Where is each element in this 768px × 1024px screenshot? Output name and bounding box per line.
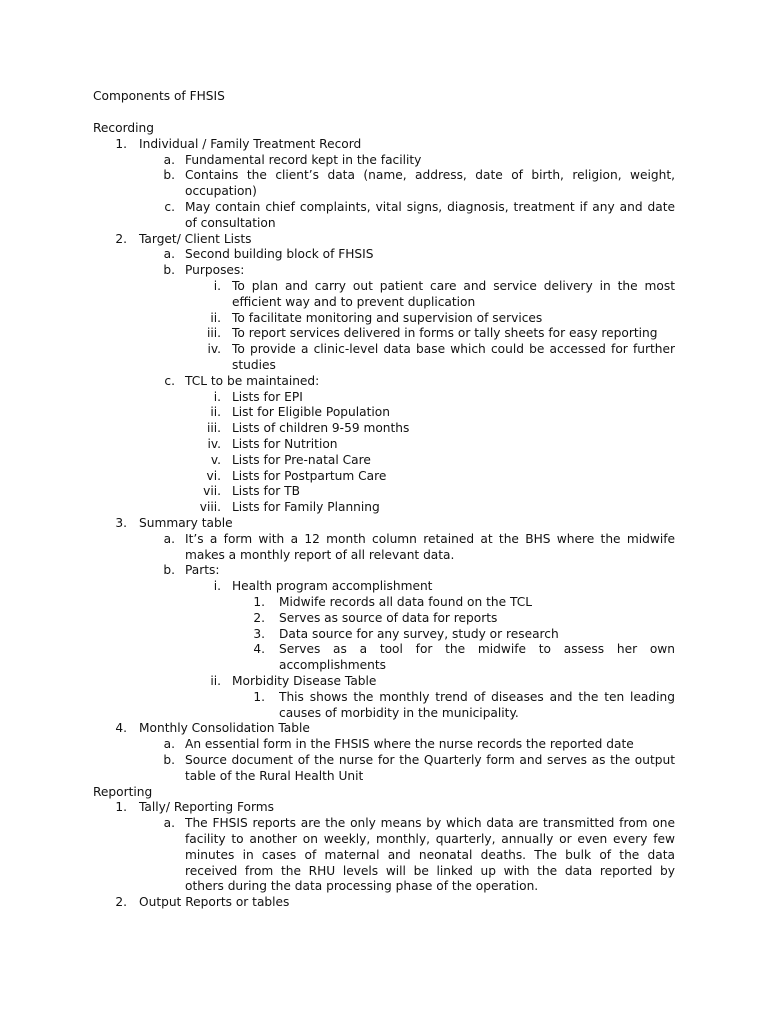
sub-item-marker: c. bbox=[164, 373, 175, 388]
sub-item-text: Purposes: bbox=[185, 263, 245, 278]
sub-item-text: table of the Rural Health Unit bbox=[185, 768, 364, 783]
list-item-title: Summary table bbox=[139, 516, 233, 530]
numbered-subitem-marker: 1. bbox=[253, 595, 265, 609]
sub-item-marker: a. bbox=[163, 531, 175, 546]
roman-item-text: efficient way and to prevent duplication bbox=[232, 294, 476, 309]
sub-item-marker: b. bbox=[163, 263, 175, 278]
roman-item-marker: v. bbox=[210, 452, 221, 467]
roman-item-text: Lists for EPI bbox=[232, 389, 303, 404]
list-item-title: Output Reports or tables bbox=[139, 895, 290, 910]
list-item-number: 1. bbox=[115, 800, 127, 815]
numbered-subitem-text: Data source for any survey, study or research bbox=[279, 626, 559, 641]
roman-item-text: List for Eligible Population bbox=[232, 405, 390, 420]
sub-item-text: It’s a form with a 12 month column retained at the BHS where the midwife bbox=[185, 531, 675, 546]
roman-item-text: Lists of children 9-59 months bbox=[232, 421, 410, 436]
roman-item-text: Lists for Nutrition bbox=[232, 437, 338, 451]
roman-item-text: Health program accomplishment bbox=[232, 579, 433, 594]
numbered-subitem-marker: 3. bbox=[253, 626, 265, 641]
sub-item-text: TCL to be maintained: bbox=[185, 373, 320, 388]
sub-item-text: May contain chief complaints, vital signs, diagnosis, treatment if any and date bbox=[185, 200, 675, 214]
list-item-title: Individual / Family Treatment Record bbox=[139, 136, 362, 151]
sub-item-marker: a. bbox=[163, 152, 175, 167]
roman-item-marker: i. bbox=[213, 279, 221, 293]
roman-item-marker: i. bbox=[213, 389, 221, 404]
reporting-heading: Reporting bbox=[93, 784, 153, 799]
numbered-subitem-text: Serves as source of data for reports bbox=[279, 610, 498, 625]
sub-item-text: Source document of the nurse for the Quarterly form and serves as the output bbox=[185, 753, 675, 767]
roman-item-text: To report services delivered in forms or tally sheets for easy reporting bbox=[232, 326, 658, 341]
roman-item-text: Lists for Pre-natal Care bbox=[232, 452, 371, 467]
sub-item-text: Second building block of FHSIS bbox=[185, 247, 374, 262]
sub-item-marker: b. bbox=[163, 563, 175, 578]
sub-item-marker: b. bbox=[163, 753, 175, 767]
sub-item-text: Fundamental record kept in the facility bbox=[185, 152, 422, 167]
numbered-subitem-marker: 1. bbox=[253, 689, 265, 704]
roman-item-marker: iv. bbox=[207, 342, 221, 357]
roman-item-marker: iii. bbox=[206, 421, 221, 436]
roman-item-text: To provide a clinic-level data base which could be accessed for further bbox=[232, 342, 675, 357]
numbered-subitem-marker: 4. bbox=[253, 642, 265, 657]
list-item-number: 2. bbox=[115, 231, 127, 246]
list-item-title: Target/ Client Lists bbox=[139, 231, 252, 246]
sub-item-text: others during the data processing phase of the operation. bbox=[185, 879, 539, 894]
sub-item-marker: a. bbox=[163, 816, 175, 831]
sub-item-text: facility to another on weekly, monthly, quarterly, annually or even every few bbox=[185, 832, 675, 846]
numbered-subitem-marker: 2. bbox=[253, 610, 265, 625]
roman-item-marker: viii. bbox=[199, 500, 221, 515]
roman-item-text: To plan and carry out patient care and service delivery in the most bbox=[232, 279, 675, 293]
list-item-number: 2. bbox=[115, 895, 127, 910]
list-item-title: Tally/ Reporting Forms bbox=[139, 800, 275, 815]
roman-item-marker: vi. bbox=[206, 468, 221, 483]
sub-item-text: Contains the client’s data (name, address, date of birth, religion, weight, bbox=[185, 168, 675, 183]
recording-heading: Recording bbox=[93, 121, 154, 135]
roman-item-marker: ii. bbox=[210, 310, 221, 325]
sub-item-text: The FHSIS reports are the only means by which data are transmitted from one bbox=[185, 816, 675, 831]
roman-item-marker: iv. bbox=[207, 437, 221, 451]
sub-item-text: occupation) bbox=[185, 184, 257, 199]
roman-item-marker: vii. bbox=[203, 484, 221, 499]
numbered-subitem-text: This shows the monthly trend of diseases and the ten leading bbox=[279, 689, 675, 704]
sub-item-text: received from the RHU levels will be linked up with the data reported by bbox=[185, 863, 675, 878]
sub-item-text: of consultation bbox=[185, 215, 276, 230]
roman-item-text: studies bbox=[232, 358, 276, 372]
sub-item-text: minutes in cases of maternal and neonatal deaths. The bulk of the data bbox=[185, 847, 675, 862]
sub-item-marker: c. bbox=[164, 200, 175, 214]
roman-item-marker: ii. bbox=[210, 405, 221, 420]
numbered-subitem-text: accomplishments bbox=[279, 658, 387, 673]
list-item-title: Monthly Consolidation Table bbox=[139, 721, 310, 736]
list-item-number: 1. bbox=[115, 136, 127, 151]
numbered-subitem-text: Serves as a tool for the midwife to assess her own bbox=[279, 642, 675, 657]
roman-item-text: Morbidity Disease Table bbox=[232, 674, 377, 688]
list-item-number: 3. bbox=[115, 516, 127, 530]
sub-item-text: An essential form in the FHSIS where the nurse records the reported date bbox=[185, 737, 634, 752]
sub-item-text: makes a monthly report of all relevant data. bbox=[185, 547, 455, 562]
sub-item-marker: a. bbox=[163, 247, 175, 262]
roman-item-text: To facilitate monitoring and supervision of services bbox=[232, 310, 543, 325]
sub-item-marker: b. bbox=[163, 168, 175, 183]
numbered-subitem-text: Midwife records all data found on the TCL bbox=[279, 595, 533, 609]
sub-item-marker: a. bbox=[163, 737, 175, 752]
roman-item-text: Lists for TB bbox=[232, 484, 300, 499]
document-title: Components of FHSIS bbox=[93, 89, 225, 103]
roman-item-text: Lists for Postpartum Care bbox=[232, 468, 387, 483]
roman-item-marker: i. bbox=[213, 579, 221, 594]
list-item-number: 4. bbox=[115, 721, 127, 736]
sub-item-text: Parts: bbox=[185, 563, 220, 578]
roman-item-marker: ii. bbox=[210, 674, 221, 688]
numbered-subitem-text: causes of morbidity in the municipality. bbox=[279, 705, 519, 720]
roman-item-text: Lists for Family Planning bbox=[232, 500, 380, 515]
roman-item-marker: iii. bbox=[206, 326, 221, 341]
